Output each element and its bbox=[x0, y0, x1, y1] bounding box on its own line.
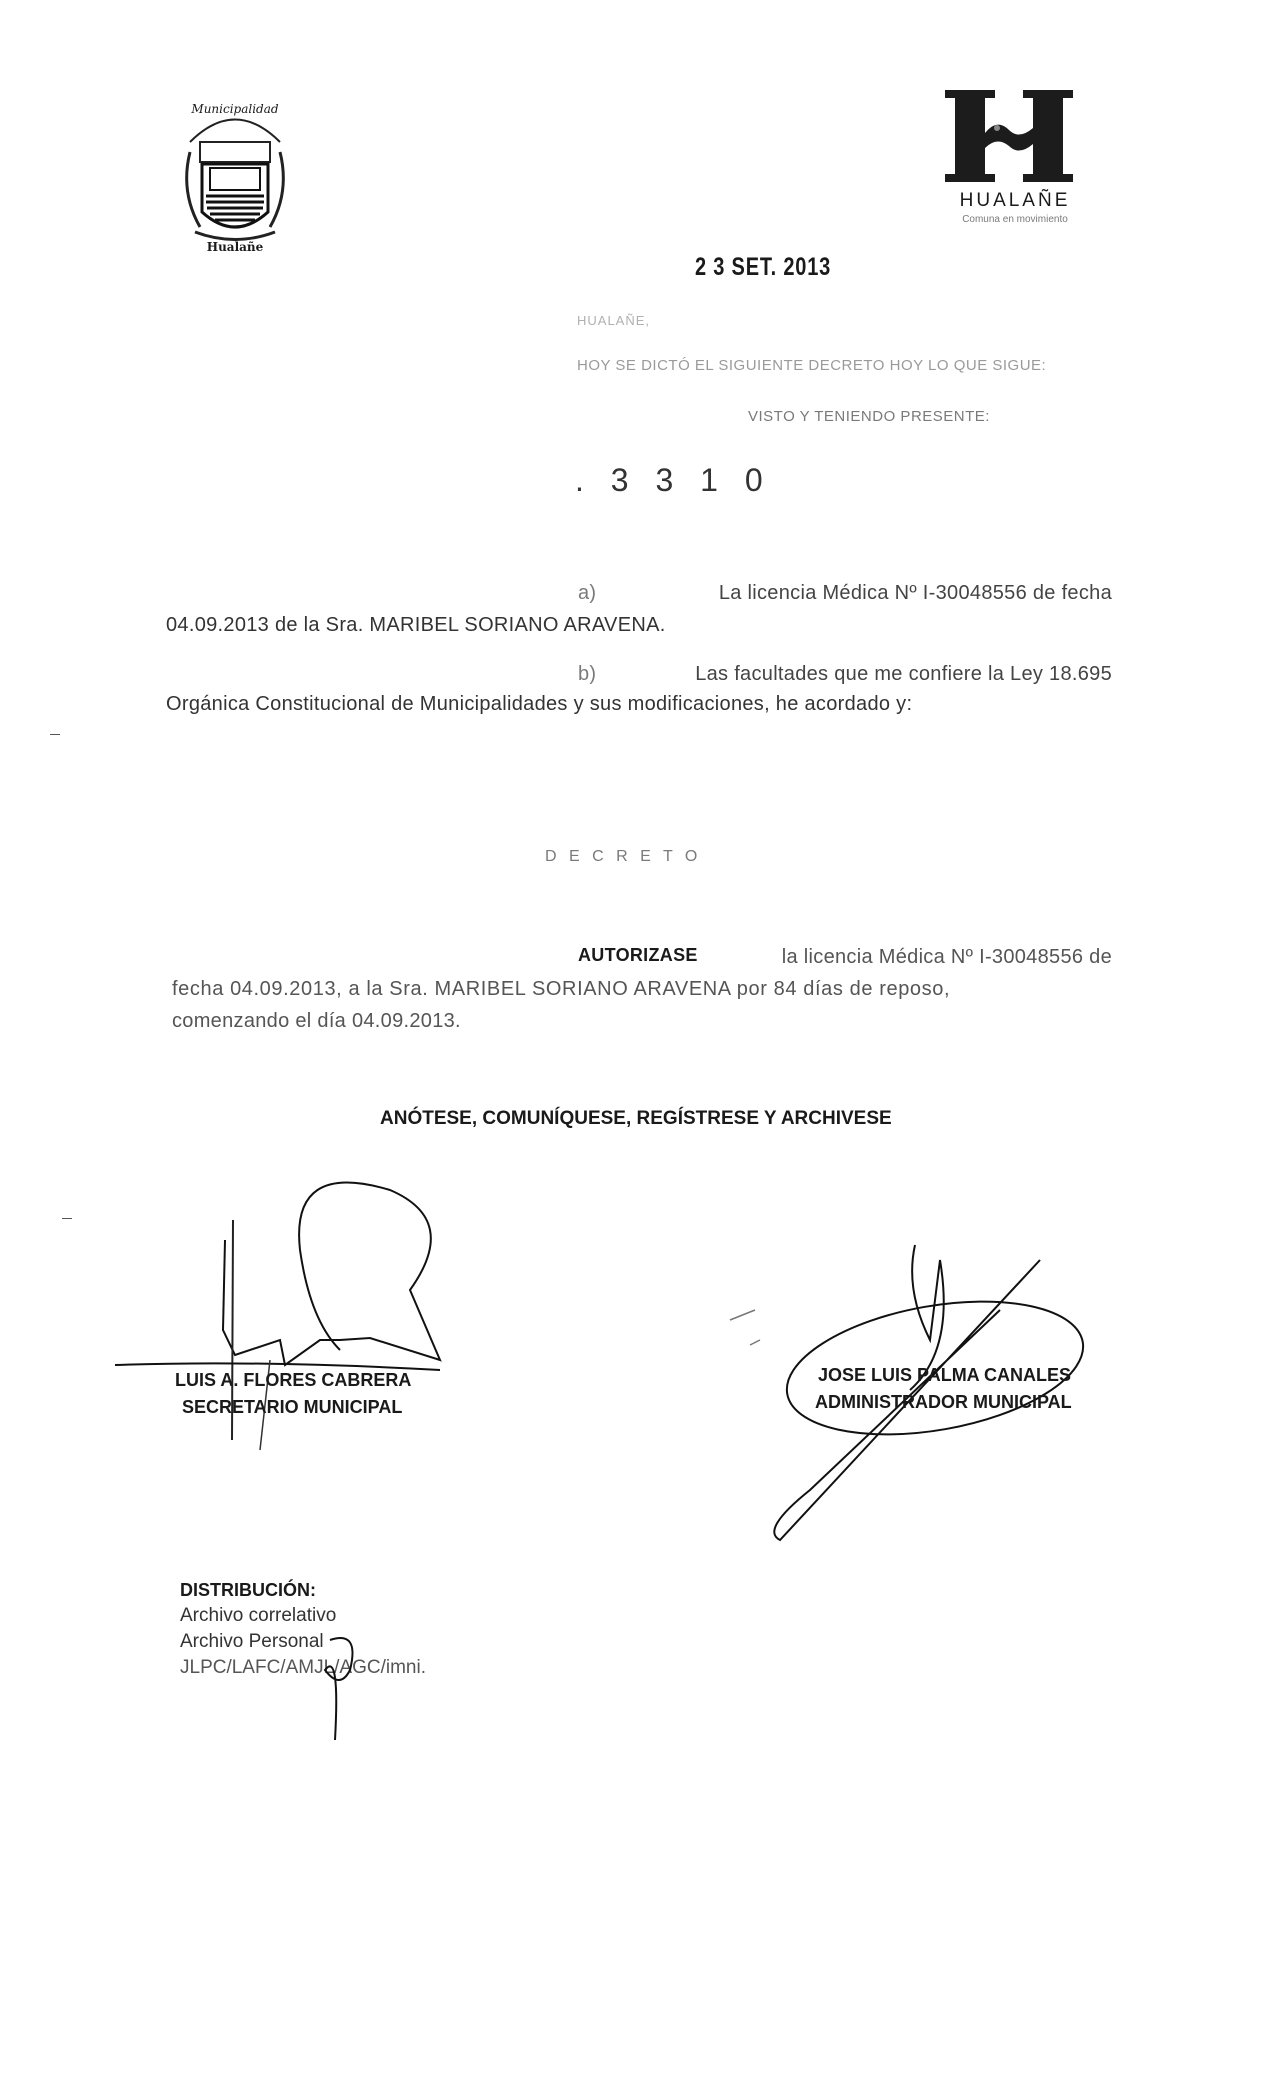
crest-bottom-text: Hualañe bbox=[206, 240, 264, 254]
distribution-item: Archivo correlativo bbox=[180, 1605, 337, 1626]
decree-line-1: la licencia Médica Nº I-30048556 de bbox=[781, 946, 1112, 968]
preamble-line-3: VISTO Y TENIENDO PRESENTE: bbox=[748, 408, 990, 425]
left-signer-name: LUIS A. FLORES CABRERA bbox=[175, 1370, 412, 1390]
distribution-heading: DISTRIBUCIÓN: bbox=[180, 1580, 316, 1600]
closing-formula: ANÓTESE, COMUNÍQUESE, REGÍSTRESE Y ARCHIVESE bbox=[380, 1108, 892, 1129]
consideration-a-line-1: La licencia Médica Nº I-30048556 de fecha bbox=[718, 582, 1112, 604]
right-signature-scribble bbox=[700, 1230, 1120, 1550]
decree-line-2: fecha 04.09.2013, a la Sra. MARIBEL SORIANO ARAVENA por 84 días de reposo, bbox=[172, 978, 951, 1000]
left-signer-title: SECRETARIO MUNICIPAL bbox=[182, 1397, 403, 1417]
decree-line-3: comenzando el día 04.09.2013. bbox=[172, 1010, 461, 1032]
consideration-b-line-2: Orgánica Constitucional de Municipalidades y sus modificaciones, he acordado y: bbox=[166, 693, 913, 715]
municipal-crest bbox=[170, 92, 300, 262]
crest-top-text: Municipalidad bbox=[191, 102, 279, 116]
logo-name: HUALAÑE bbox=[959, 190, 1071, 211]
consideration-a-marker: a) bbox=[578, 582, 597, 604]
right-signer-title: ADMINISTRADOR MUNICIPAL bbox=[815, 1392, 1072, 1412]
margin-mark bbox=[50, 734, 60, 735]
right-signer-name: JOSE LUIS PALMA CANALES bbox=[818, 1365, 1072, 1385]
hualane-h-logo-icon bbox=[935, 88, 1095, 188]
preamble-line-1: HUALAÑE, bbox=[577, 313, 651, 328]
preamble-line-2: HOY SE DICTÓ EL SIGUIENTE DECRETO HOY LO QUE SIGUE: bbox=[577, 357, 1047, 374]
margin-mark bbox=[62, 1218, 72, 1219]
initials-scribble bbox=[300, 1630, 400, 1750]
logo-tagline: Comuna en movimiento bbox=[962, 214, 1068, 225]
consideration-b-line-1: Las facultades que me confiere la Ley 18.695 bbox=[695, 663, 1112, 685]
consideration-a-line-2: 04.09.2013 de la Sra. MARIBEL SORIANO ARAVENA. bbox=[166, 614, 666, 636]
decree-number: . 3 3 1 0 bbox=[575, 462, 772, 498]
date-stamp: 2 3 SET. 2013 bbox=[695, 253, 832, 281]
crest-emblem bbox=[170, 92, 300, 262]
distribution-item: Archivo Personal bbox=[180, 1631, 324, 1652]
consideration-b-marker: b) bbox=[578, 663, 597, 685]
decree-heading: D E C R E T O bbox=[545, 848, 702, 865]
authorize-keyword: AUTORIZASE bbox=[578, 945, 698, 965]
distribution-item: JLPC/LAFC/AMJL/AGC/imni. bbox=[180, 1657, 426, 1678]
hualane-logo bbox=[935, 88, 1095, 228]
